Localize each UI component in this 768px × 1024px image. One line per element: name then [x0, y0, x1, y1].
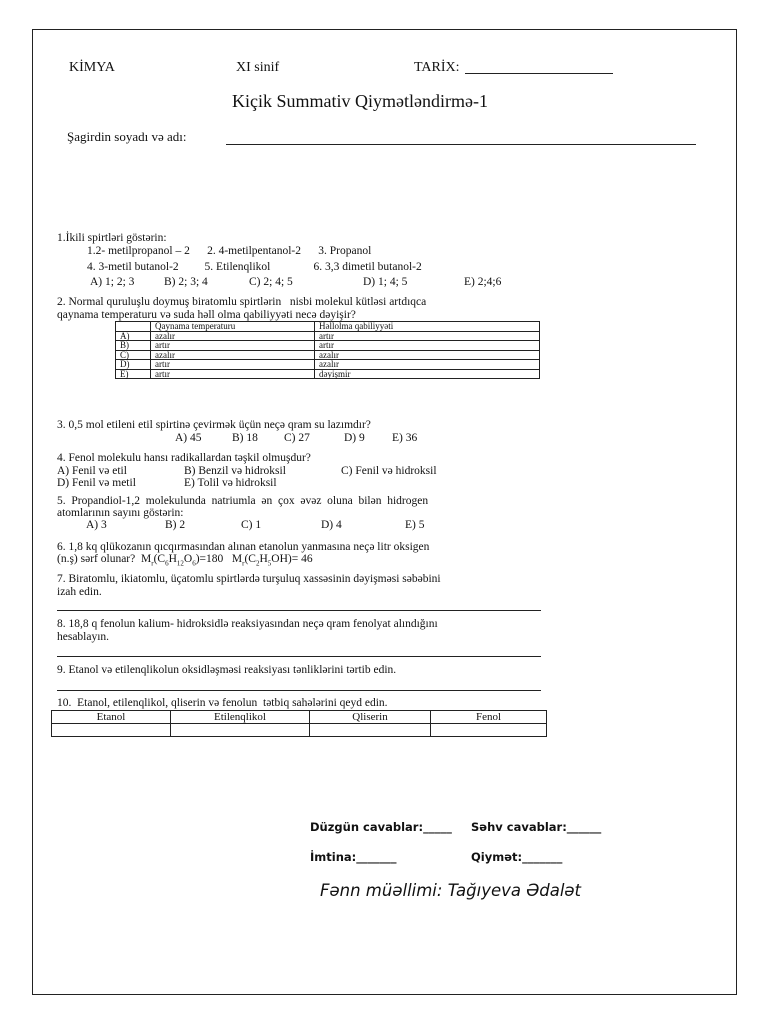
table-header-row	[116, 322, 540, 332]
q3-answer-e[interactable]: E) 36	[392, 432, 418, 444]
question-1-line1: 1.2- metilpropanol – 2 2. 4-metilpentanol-2 3. Propanol	[87, 245, 372, 257]
q1-answer-e[interactable]: E) 2;4;6	[464, 276, 502, 288]
table-cell: C)	[116, 350, 151, 360]
student-name-field[interactable]	[226, 144, 696, 145]
table-cell: artır	[151, 360, 315, 370]
date-field[interactable]	[465, 73, 613, 74]
correct-answers-label: Düzgün cavablar:_____	[310, 820, 452, 834]
subject-label: KİMYA	[69, 60, 115, 75]
q4-answer-a[interactable]: A) Fenil və etil	[57, 465, 127, 477]
question-2: 2. Normal quruluşlu doymuş biratomlu spirtlərin nisbi molekul kütləsi artdıqca	[57, 296, 427, 308]
question-7-cont: izah edin.	[57, 586, 102, 598]
table-header-row	[52, 711, 547, 724]
q3-answer-a[interactable]: A) 45	[175, 432, 202, 444]
answer-line-9[interactable]	[57, 690, 541, 691]
table-cell: D)	[116, 360, 151, 370]
table-row[interactable]	[116, 341, 540, 351]
question-8-cont: hesablayın.	[57, 631, 110, 643]
formula-ethanol: $M_r(C_2H_5OH)= 46$	[231, 553, 313, 568]
grade-label: XI sinif	[236, 60, 280, 75]
q4-answer-b[interactable]: B) Benzil və hidroksil	[184, 465, 286, 477]
question-2-cont: qaynama temperaturu və suda həll olma qabiliyyəti necə dəyişir?	[57, 309, 356, 321]
table-cell: azalır	[151, 331, 315, 341]
table-cell: B)	[116, 341, 151, 351]
table-header-cell: Qliserin	[310, 711, 431, 724]
answer-line-8[interactable]	[57, 656, 541, 657]
table-cell: artır	[315, 341, 540, 351]
table-cell: artır	[151, 341, 315, 351]
q5-answer-a[interactable]: A) 3	[86, 519, 107, 531]
table-cell: azalır	[151, 350, 315, 360]
table-cell: azalır	[315, 350, 540, 360]
grade-score-label: Qiymət:_______	[471, 850, 563, 864]
table-header-cell: Fenol	[431, 711, 547, 724]
date-label: TARİX:	[414, 60, 460, 75]
table-cell: artır	[315, 331, 540, 341]
table-cell[interactable]	[52, 724, 171, 737]
table-header-cell: Qaynama temperaturu	[151, 322, 315, 332]
table-cell[interactable]	[171, 724, 310, 737]
question-6-cont	[57, 553, 313, 570]
formula-glucose: $M_r(C_6H_{12}O_6)=180$	[140, 553, 224, 568]
table-header-cell: Etilenqlikol	[171, 711, 310, 724]
q1-answer-b[interactable]: B) 2; 3; 4	[164, 276, 208, 288]
question-10: 10. Etanol, etilenqlikol, qliserin və fenolun tətbiq sahələrini qeyd edin.	[57, 697, 388, 709]
question-6: 6. 1,8 kq qlükozanın qıcqırmasından alınan etanolun yanmasına neçə litr oksigen	[57, 541, 430, 553]
q3-answer-d[interactable]: D) 9	[344, 432, 365, 444]
page-title: Kiçik Summativ Qiymətləndirmə-1	[232, 91, 488, 111]
q4-answer-c[interactable]: C) Fenil və hidroksil	[341, 465, 437, 477]
q5-answer-b[interactable]: B) 2	[165, 519, 186, 531]
q5-answer-e[interactable]: E) 5	[405, 519, 425, 531]
wrong-answers-label: Səhv cavablar:______	[471, 820, 602, 834]
teacher-name: Fənn müəllimi: Tağıyeva Ədalət	[320, 881, 582, 900]
answer-line-7[interactable]	[57, 610, 541, 611]
table-header-cell: Etanol	[52, 711, 171, 724]
table-row[interactable]	[116, 360, 540, 370]
question-1: 1.İkili spirtləri göstərin:	[57, 232, 167, 244]
question-1-line2: 4. 3-metil butanol-2 5. Etilenqlikol 6. 3,3 dimetil butanol-2	[87, 261, 422, 273]
question-5: 5. Propandiol-1,2 molekulunda natriumla ən çox əvəz oluna bilən hidrogen	[57, 495, 429, 507]
q4-answer-e[interactable]: E) Tolil və hidroksil	[184, 477, 277, 489]
q2-table	[115, 321, 540, 379]
table-header-cell: Həllolma qabiliyyəti	[315, 322, 540, 332]
table-cell: artır	[151, 369, 315, 379]
table-cell[interactable]	[310, 724, 431, 737]
q1-answer-d[interactable]: D) 1; 4; 5	[363, 276, 408, 288]
q1-answer-a[interactable]: A) 1; 2; 3	[90, 276, 135, 288]
q4-answer-d[interactable]: D) Fenil və metil	[57, 477, 136, 489]
q1-answer-c[interactable]: C) 2; 4; 5	[249, 276, 293, 288]
question-4: 4. Fenol molekulu hansı radikallardan təşkil olmuşdur?	[57, 452, 311, 464]
q5-answer-d[interactable]: D) 4	[321, 519, 342, 531]
q5-answer-c[interactable]: C) 1	[241, 519, 262, 531]
table-cell: dəyişmir	[315, 369, 540, 379]
question-8: 8. 18,8 q fenolun kalium- hidroksidlə reaksiyasından neçə qram fenolyat alındığını	[57, 618, 438, 630]
q3-answer-c[interactable]: C) 27	[284, 432, 310, 444]
question-9: 9. Etanol və etilenqlikolun oksidləşməsi reaksiyası tənliklərini tərtib edin.	[57, 664, 397, 676]
question-7: 7. Biratomlu, ikiatomlu, üçatomlu spirtlərdə turşuluq xassəsinin dəyişməsi səbəbini	[57, 573, 441, 585]
table-cell: E)	[116, 369, 151, 379]
q10-table	[51, 710, 547, 737]
question-3: 3. 0,5 mol etileni etil spirtinə çevirmək üçün neçə qram su lazımdır?	[57, 419, 371, 431]
student-label: Şagirdin soyadı və adı:	[67, 129, 187, 144]
refusal-label: İmtina:_______	[310, 850, 397, 864]
table-row[interactable]	[116, 369, 540, 379]
table-row[interactable]	[52, 724, 547, 737]
question-5-cont: atomlarının sayını göstərin:	[57, 507, 184, 519]
question-6-prefix: (n.ş) sərf olunar?	[57, 553, 141, 565]
table-header-cell	[116, 322, 151, 332]
q3-answer-b[interactable]: B) 18	[232, 432, 258, 444]
table-cell[interactable]	[431, 724, 547, 737]
table-cell: A)	[116, 331, 151, 341]
table-cell: azalır	[315, 360, 540, 370]
